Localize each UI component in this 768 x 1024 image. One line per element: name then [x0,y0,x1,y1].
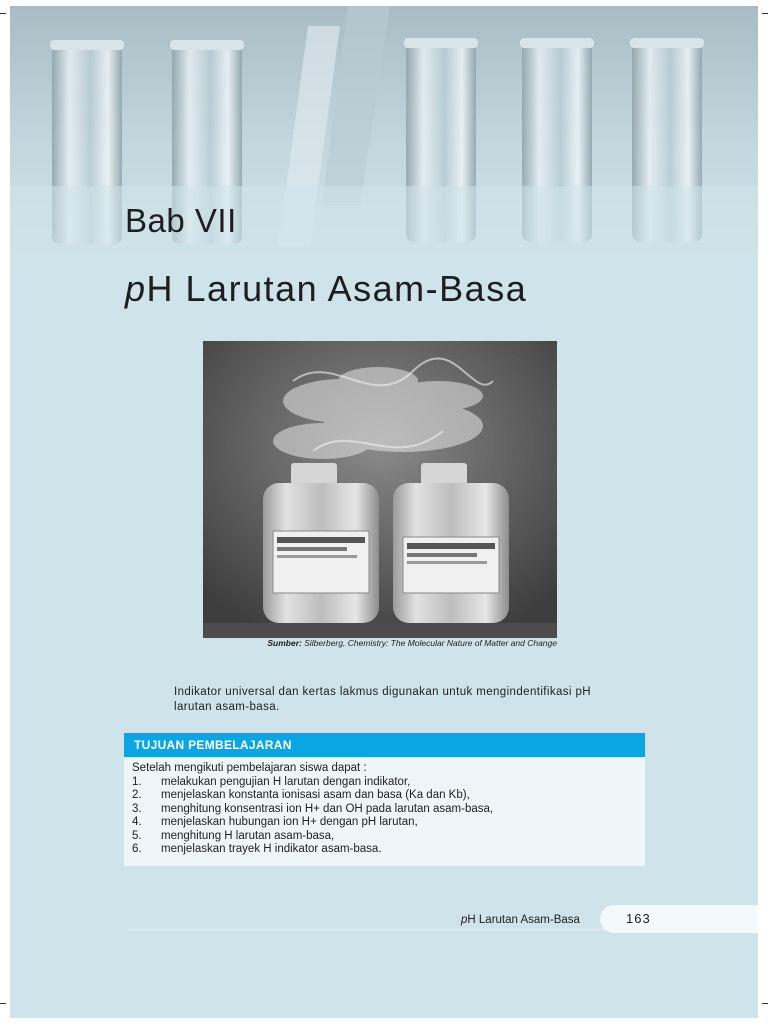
learning-objectives-heading: TUJUAN PEMBELAJARAN [124,733,645,757]
objective-item [132,816,645,830]
objective-item [132,830,645,844]
learning-objectives-lead: Setelah mengikuti pembelajaran siswa dapat : [132,762,367,774]
objective-text: menjelaskan trayek H indikator asam-basa. [161,843,382,855]
objective-number: 4. [132,816,142,828]
objective-text: menghitung H larutan asam-basa, [161,829,335,842]
objective-number: 3. [132,802,142,815]
caption-source-label: Sumber: [267,638,302,648]
objective-item [132,789,645,803]
objective-text: menjelaskan konstanta ionisasi asam dan basa (Ka dan Kb), [161,789,470,801]
learning-objectives-body [124,757,645,857]
learning-objectives-box [124,733,645,866]
objective-item [132,803,645,817]
objective-number: 6. [132,843,142,855]
objective-text: menjelaskan hubungan ion H+ dengan pH larutan, [161,816,418,828]
chapter-title [125,268,527,310]
objective-number: 5. [132,829,142,842]
crop-mark [762,13,768,14]
running-title-italic: p [461,914,468,926]
chapter-title-italic: p [125,268,147,309]
intro-paragraph: Indikator universal dan kertas lakmus digunakan untuk mengindentifikasi pH larutan asam-basa. [174,686,591,713]
running-title-rest: H Larutan Asam-Basa [467,914,580,926]
page-number: 163 [600,905,758,933]
crop-mark [762,1003,768,1004]
objective-number: 1. [132,775,142,788]
objective-item [132,843,645,857]
objective-text: melakukan pengujian H larutan dengan indikator, [161,775,411,788]
figure-caption [203,638,557,648]
objective-number: 2. [132,789,142,801]
objective-text: menghitung konsentrasi ion H+ dan OH pada larutan asam-basa, [161,802,494,815]
running-title [461,914,580,926]
test-tube-banner-image [10,6,758,266]
crop-mark [0,13,6,14]
chapter-number: Bab VII [125,202,237,239]
crop-mark [0,1003,6,1004]
bottles-photo [203,341,557,638]
book-page [10,6,758,1018]
chapter-title-rest: H Larutan Asam-Basa [146,268,528,309]
objective-item [132,776,645,790]
caption-source-text: Silberberg, Chemistry: The Molecular Nature of Matter and Change [301,638,557,648]
